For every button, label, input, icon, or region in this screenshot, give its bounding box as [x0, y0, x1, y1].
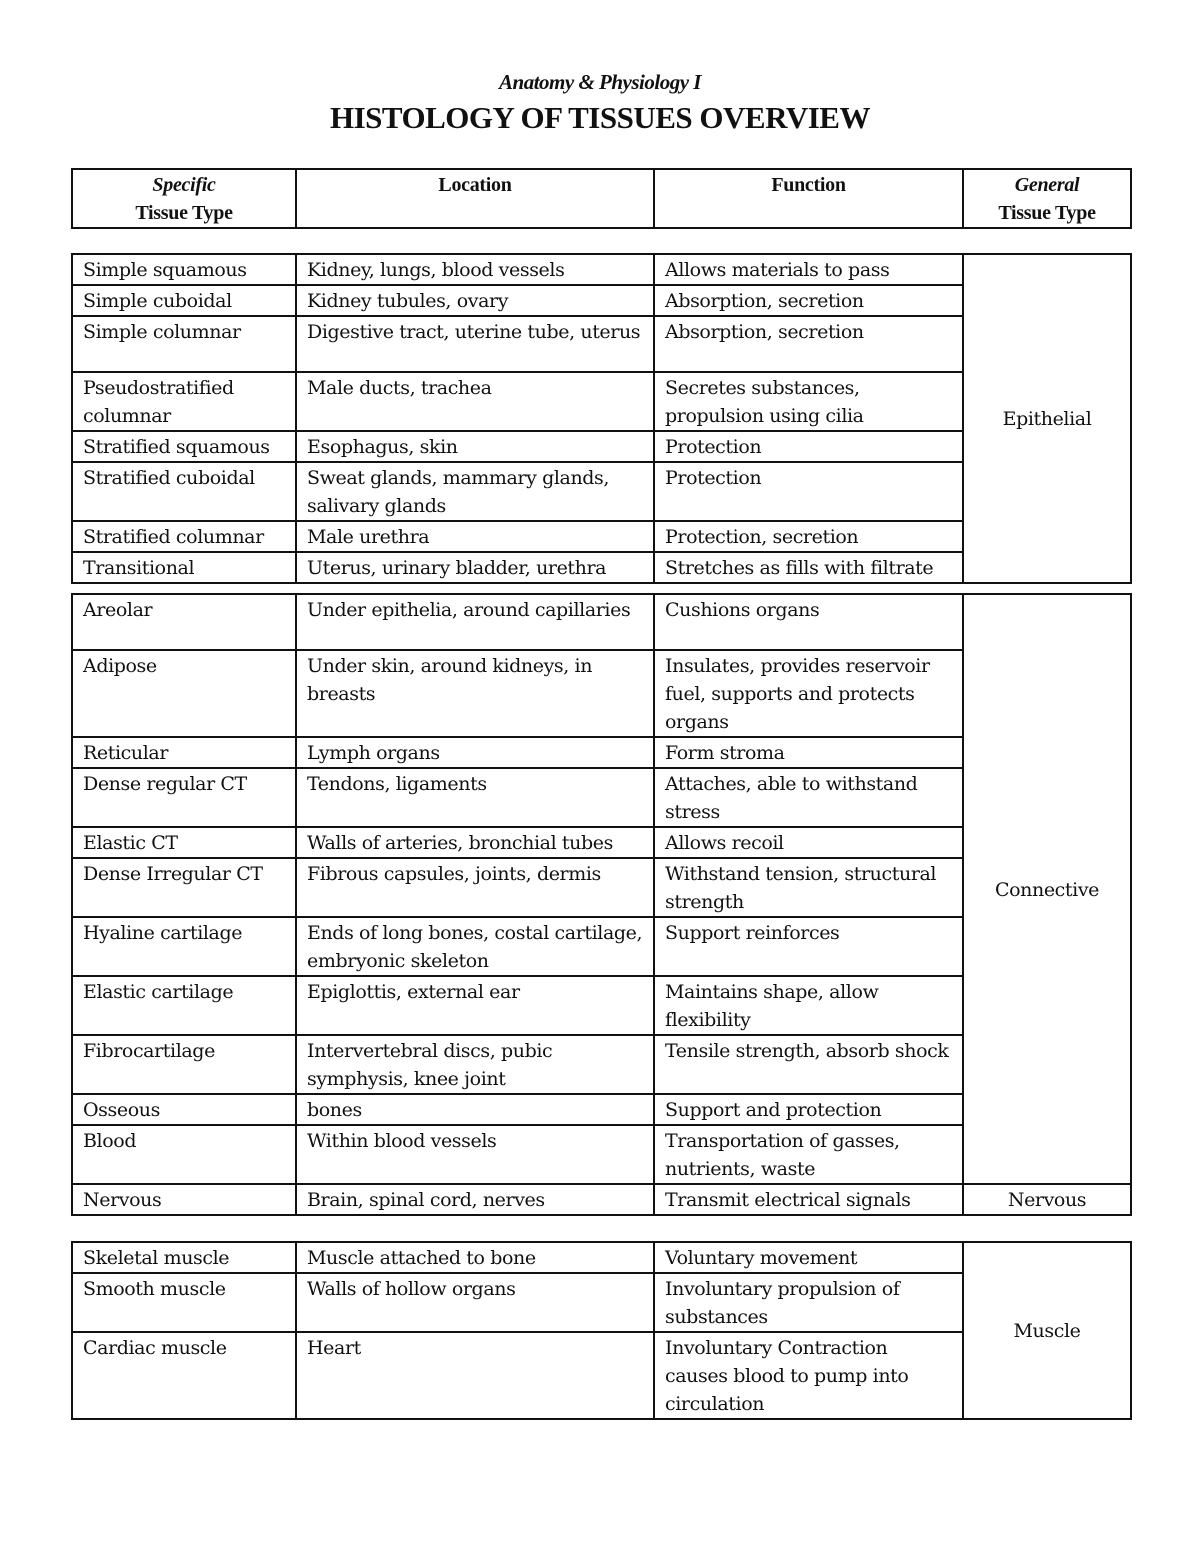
header-specific-label: Specific [152, 174, 216, 196]
tissue-type-cell: Stratified cuboidal [72, 462, 296, 521]
function-cell: Tensile strength, absorb shock [654, 1035, 963, 1094]
tissue-type-cell: Areolar [72, 594, 296, 650]
location-cell: Uterus, urinary bladder, urethra [296, 552, 654, 583]
tissue-type-cell: Transitional [72, 552, 296, 583]
tissue-type-cell: Elastic cartilage [72, 976, 296, 1035]
function-cell: Voluntary movement [654, 1242, 963, 1273]
tissue-type-cell: Reticular [72, 737, 296, 768]
function-cell: Transmit electrical signals [654, 1184, 963, 1215]
function-cell: Stretches as fills with filtrate [654, 552, 963, 583]
header-general-tissue-label: Tissue Type [998, 202, 1096, 224]
function-cell: Absorption, secretion [654, 285, 963, 316]
header-general-tissue-type [963, 169, 1131, 228]
location-cell: Male ducts, trachea [296, 372, 654, 431]
location-cell: Muscle attached to bone [296, 1242, 654, 1273]
table-row [72, 1184, 1131, 1215]
location-cell: Under skin, around kidneys, in breasts [296, 650, 654, 737]
location-cell: Kidney tubules, ovary [296, 285, 654, 316]
tissue-type-cell: Adipose [72, 650, 296, 737]
general-tissue-type-cell: Connective [963, 594, 1131, 1184]
location-cell: Within blood vessels [296, 1125, 654, 1184]
location-cell: Fibrous capsules, joints, dermis [296, 858, 654, 917]
function-cell: Support and protection [654, 1094, 963, 1125]
tissue-type-cell: Dense Irregular CT [72, 858, 296, 917]
table-row [72, 1242, 1131, 1273]
tissue-type-cell: Cardiac muscle [72, 1332, 296, 1419]
column-header-row [72, 169, 1131, 228]
location-cell: Lymph organs [296, 737, 654, 768]
location-cell: Esophagus, skin [296, 431, 654, 462]
function-cell: Withstand tension, structural strength [654, 858, 963, 917]
location-cell: Epiglottis, external ear [296, 976, 654, 1035]
location-cell: Brain, spinal cord, nerves [296, 1184, 654, 1215]
tissue-type-cell: Osseous [72, 1094, 296, 1125]
location-cell: Male urethra [296, 521, 654, 552]
general-tissue-type-cell: Epithelial [963, 254, 1131, 583]
function-cell: Protection, secretion [654, 521, 963, 552]
table-row [72, 594, 1131, 650]
location-cell: Digestive tract, uterine tube, uterus [296, 316, 654, 372]
tissue-type-cell: Blood [72, 1125, 296, 1184]
function-cell: Form stroma [654, 737, 963, 768]
header-location: Location [296, 169, 654, 228]
function-cell: Protection [654, 462, 963, 521]
header-specific-tissue-type [72, 169, 296, 228]
connective-tissue-table [71, 593, 1132, 1185]
header-function: Function [654, 169, 963, 228]
function-cell: Cushions organs [654, 594, 963, 650]
tissue-type-cell: Fibrocartilage [72, 1035, 296, 1094]
tissue-type-cell: Elastic CT [72, 827, 296, 858]
muscle-tissue-table [71, 1241, 1132, 1420]
function-cell: Involuntary propulsion of substances [654, 1273, 963, 1332]
table-row [72, 254, 1131, 285]
location-cell: Intervertebral discs, pubic symphysis, knee joint [296, 1035, 654, 1094]
header-general-label: General [1014, 174, 1080, 196]
location-cell: Under epithelia, around capillaries [296, 594, 654, 650]
epithelial-tissue-table [71, 253, 1132, 584]
column-header-table [71, 168, 1132, 229]
tissue-type-cell: Simple cuboidal [72, 285, 296, 316]
nervous-tissue-table [71, 1183, 1132, 1216]
location-cell: Sweat glands, mammary glands, salivary glands [296, 462, 654, 521]
general-tissue-type-cell: Muscle [963, 1242, 1131, 1419]
function-cell: Absorption, secretion [654, 316, 963, 372]
location-cell: Ends of long bones, costal cartilage, embryonic skeleton [296, 917, 654, 976]
function-cell: Involuntary Contraction causes blood to pump into circulation [654, 1332, 963, 1419]
tissue-type-cell: Nervous [72, 1184, 296, 1215]
tissue-type-cell: Stratified squamous [72, 431, 296, 462]
location-cell: bones [296, 1094, 654, 1125]
location-cell: Walls of arteries, bronchial tubes [296, 827, 654, 858]
general-tissue-type-cell: Nervous [963, 1184, 1131, 1215]
tissue-type-cell: Skeletal muscle [72, 1242, 296, 1273]
tissue-type-cell: Hyaline cartilage [72, 917, 296, 976]
location-cell: Kidney, lungs, blood vessels [296, 254, 654, 285]
document-title: HISTOLOGY OF TISSUES OVERVIEW [329, 100, 870, 135]
function-cell: Insulates, provides reservoir fuel, supports and protects organs [654, 650, 963, 737]
document-subtitle: Anatomy & Physiology I [499, 70, 701, 94]
function-cell: Allows recoil [654, 827, 963, 858]
tissue-type-cell: Simple columnar [72, 316, 296, 372]
function-cell: Secretes substances, propulsion using cilia [654, 372, 963, 431]
tissue-type-cell: Smooth muscle [72, 1273, 296, 1332]
function-cell: Allows materials to pass [654, 254, 963, 285]
tissue-type-cell: Stratified columnar [72, 521, 296, 552]
location-cell: Tendons, ligaments [296, 768, 654, 827]
location-cell: Walls of hollow organs [296, 1273, 654, 1332]
location-cell: Heart [296, 1332, 654, 1419]
tissue-type-cell: Dense regular CT [72, 768, 296, 827]
function-cell: Support reinforces [654, 917, 963, 976]
header-tissue-type-label: Tissue Type [135, 202, 233, 224]
function-cell: Maintains shape, allow flexibility [654, 976, 963, 1035]
function-cell: Protection [654, 431, 963, 462]
tissue-type-cell: Simple squamous [72, 254, 296, 285]
tissue-type-cell: Pseudostratified columnar [72, 372, 296, 431]
function-cell: Transportation of gasses, nutrients, waste [654, 1125, 963, 1184]
function-cell: Attaches, able to withstand stress [654, 768, 963, 827]
